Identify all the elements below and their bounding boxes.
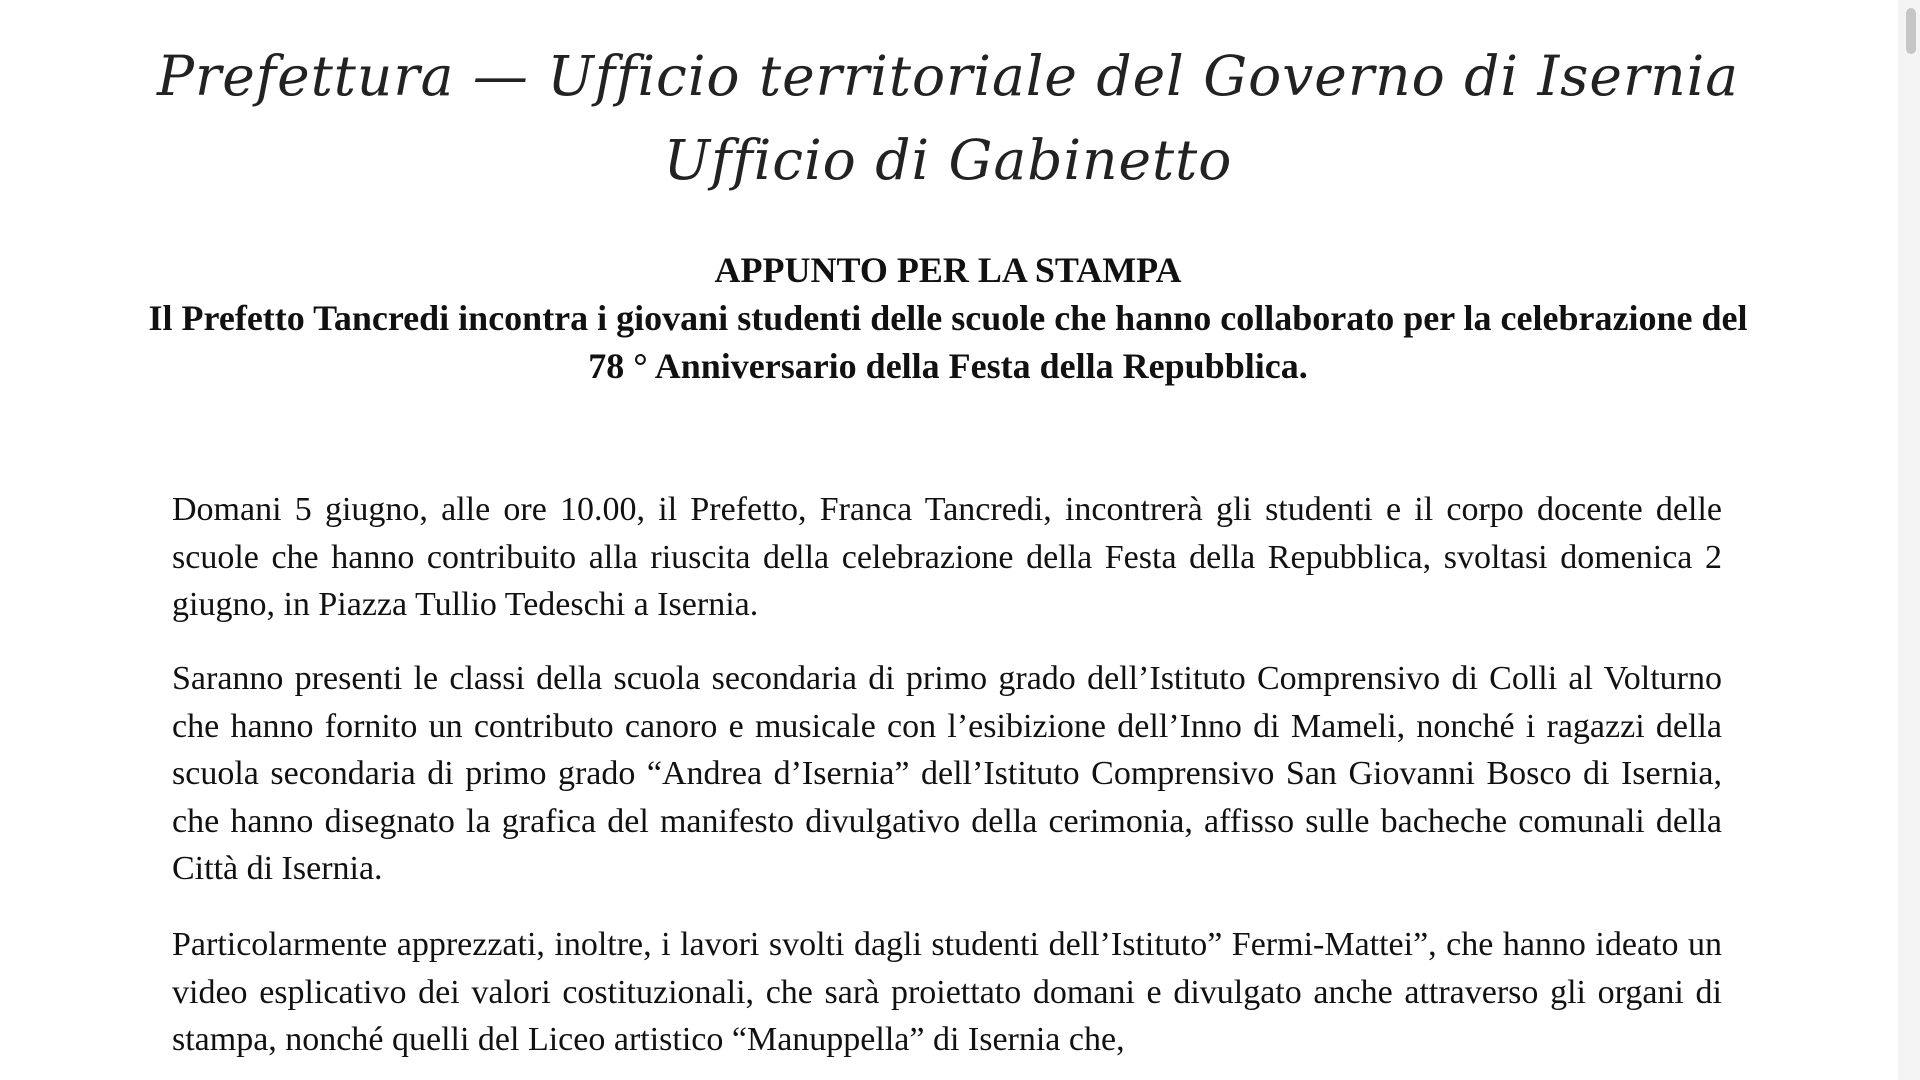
body-paragraph-1: Domani 5 giugno, alle ore 10.00, il Prefetto, Franca Tancredi, incontrerà gli studenti e il corpo docente delle scuole che hanno contribuito alla riuscita della celebrazione della Festa della Repubblica, svoltasi domenica 2 giugno, in Piazza Tullio Tedeschi a Isernia. — [172, 491, 1722, 623]
letterhead-department: Ufficio di Gabinetto — [663, 128, 1233, 192]
vertical-scrollbar[interactable] — [1898, 0, 1920, 1080]
scrollbar-thumb[interactable] — [1906, 8, 1916, 54]
letterhead-office-title: Prefettura — Ufficio territoriale del Governo di Isernia — [156, 44, 1740, 108]
press-note-title: Il Prefetto Tancredi incontra i giovani studenti delle scuole che hanno collaborato per la celebrazione del 78 ° Anniversario della Festa della Repubblica. — [148, 298, 1748, 386]
body-paragraph-3: Particolarmente apprezzati, inoltre, i lavori svolti dagli studenti dell’Istituto” Fermi-Mattei”, che hanno ideato un video esplicativo dei valori costituzionali, che sarà proiettato domani e divulgato anche attraverso gli organi di stampa, nonché quelli del Liceo artistico “Manuppella” di Isernia che, — [172, 926, 1722, 1058]
body-paragraph-2: Saranno presenti le classi della scuola secondaria di primo grado dell’Istituto Comprensivo di Colli al Volturno che hanno fornito un contributo canoro e musicale con l’esibizione dell’Inno di Mameli, nonché i ragazzi della scuola secondaria di primo grado “Andrea d’Isernia” dell’Istituto Comprensivo San Giovanni Bosco di Isernia, che hanno disegnato la grafica del manifesto divulgativo della cerimonia, affisso sulle bacheche comunali della Città di Isernia. — [172, 660, 1722, 887]
press-note-label: APPUNTO PER LA STAMPA — [714, 250, 1182, 290]
